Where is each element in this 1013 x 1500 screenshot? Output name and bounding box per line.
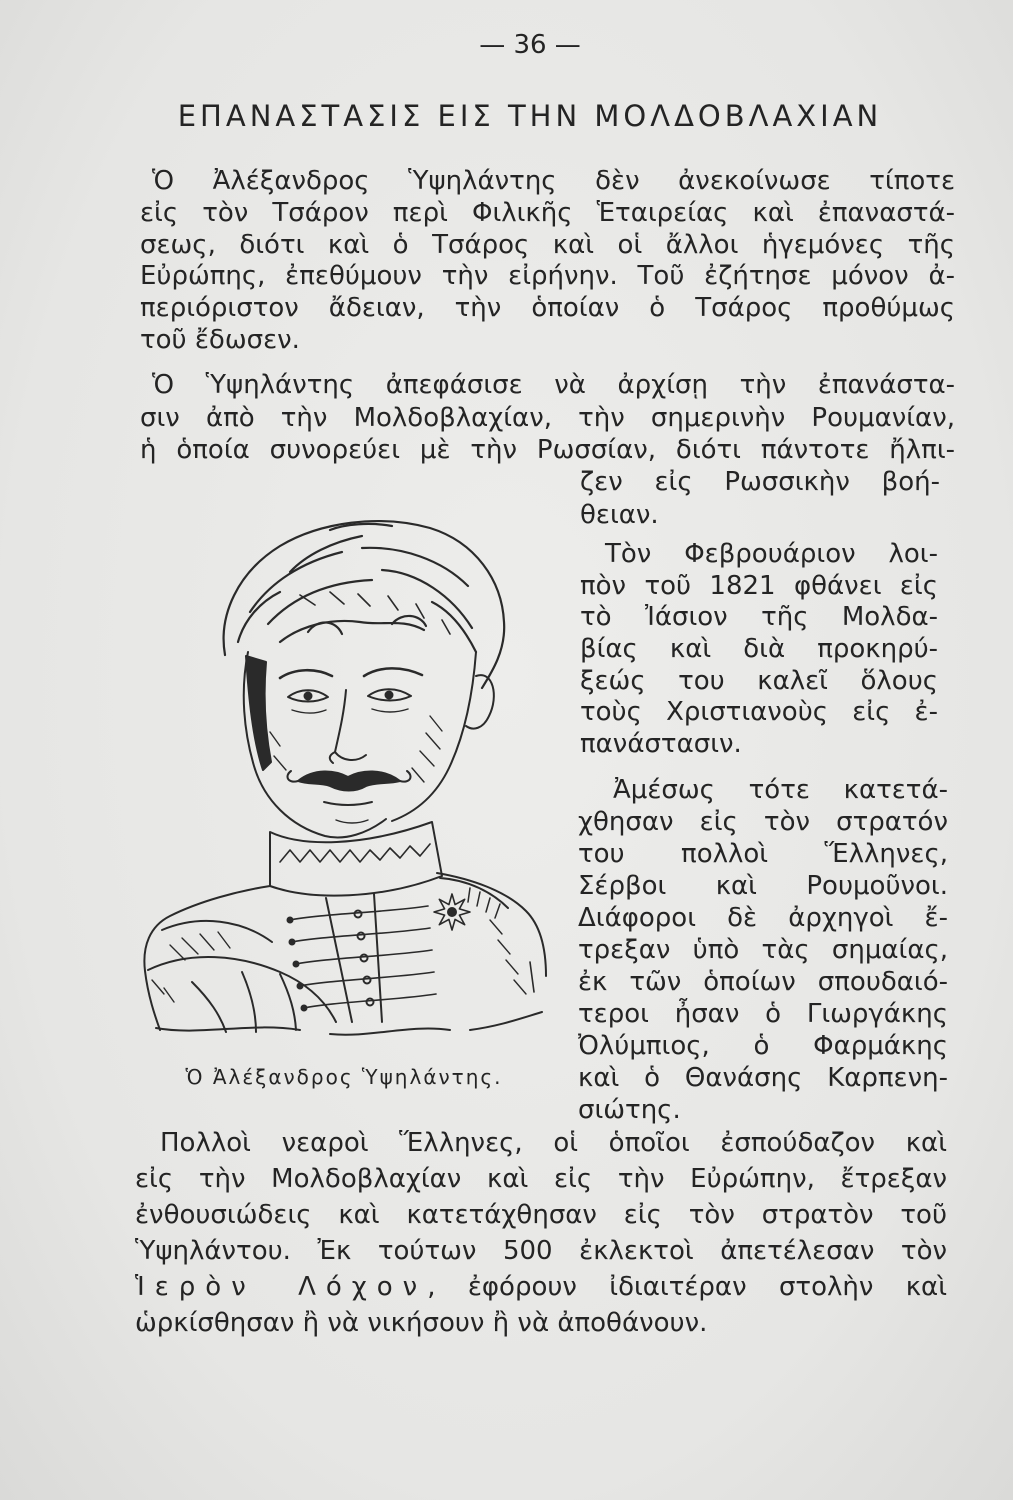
paragraph-4 (578, 774, 948, 1126)
figure-caption: Ὁ Ἀλέξανδρος Ὑψηλάντης. (185, 1065, 503, 1089)
page-number: — 36 — (479, 30, 581, 60)
text-line: ἐκ τῶν ὁποίων σπουδαιό- (578, 967, 948, 997)
coat (144, 873, 546, 1035)
chapter-title: ΕΠΑΝΑΣΤΑΣΙΣ ΕΙΣ ΤΗΝ ΜΟΛΔΟΒΛΑΧΙΑΝ (177, 99, 883, 133)
text-line: Διάφοροι δὲ ἀρχηγοὶ ἔ- (578, 903, 948, 933)
paragraph-5 (135, 1125, 947, 1341)
text-line: τὸ Ἰάσιον τῆς Μολδα- (580, 602, 938, 633)
emphasized-phrase: Ἱερὸν Λόχον (135, 1272, 428, 1302)
text-line: εἰς τὸν Τσάρον περὶ Φιλικῆς Ἑταιρείας καὶ ἐπαναστά- (140, 197, 955, 228)
paragraph-3 (580, 539, 938, 761)
text-line: ζεν εἰς Ρωσσικὴν βοή- (580, 467, 940, 497)
text-line: Τὸν Φεβρουάριον λοι- (605, 539, 938, 569)
text-line: χθησαν εἰς τὸν στρατόν (578, 807, 948, 837)
text-line: Ὁ Ἀλέξανδρος Ὑψηλάντης δὲν ἀνεκοίνωσε τίποτε (152, 166, 955, 196)
portrait-illustration (130, 500, 550, 1040)
text-line (135, 1269, 947, 1305)
paragraph-2 (140, 369, 955, 467)
text-line: Εὐρώπης, ἐπεθύμουν τὴν εἰρήνην. Τοῦ ἐζήτησε μόνον ἀ- (140, 261, 955, 292)
paragraph-1 (140, 166, 955, 357)
text-line: τρεξαν ὑπὸ τὰς σημαίας, (578, 935, 948, 965)
text-line: σιν ἀπὸ τὴν Μολδοβλαχίαν, τὴν σημερινὴν Ρουμανίαν, (140, 402, 955, 433)
text-line: ξεώς του καλεῖ ὅλους (580, 665, 938, 696)
face (244, 652, 494, 837)
text-line: εἰς τὴν Μολδοβλαχίαν καὶ εἰς τὴν Εὐρώπην, ἔτρεξαν (135, 1164, 947, 1194)
text-line: ἡ ὁποία συνορεύει μὲ τὴν Ρωσσίαν, διότι πάντοτε ἤλπι- (140, 435, 955, 465)
text-line: πανάστασιν. (580, 729, 742, 760)
text-line: Σέρβοι καὶ Ρουμοῦνοι. (578, 871, 948, 901)
text-line: Ὑψηλάντου. Ἐκ τούτων 500 ἐκλεκτοὶ ἀπετέλεσαν τὸν (135, 1236, 947, 1266)
text-line: Ἀμέσως τότε κατετά- (613, 775, 948, 805)
text-line: Πολλοὶ νεαροὶ Ἕλληνες, οἱ ὁποῖοι ἐσπούδαζον καὶ (160, 1128, 947, 1158)
text-line: ἐνθουσιώδεις καὶ κατετάχθησαν εἰς τὸν στρατὸν τοῦ (135, 1200, 947, 1230)
text-line: ὡρκίσθησαν ἢ νὰ νικήσουν ἢ νὰ ἀποθάνουν. (135, 1308, 708, 1338)
text-line: του πολλοὶ Ἕλληνες, (578, 839, 948, 869)
text-line: τοὺς Χριστιανοὺς εἰς ἐ- (580, 697, 938, 728)
text-line: σεως, διότι καὶ ὁ Τσάρος καὶ οἱ ἄλλοι ἡγεμόνες τῆς (140, 229, 955, 260)
text-line: περιόριστον ἄδειαν, τὴν ὁποίαν ὁ Τσάρος προθύμως (140, 293, 955, 324)
text-line: τοῦ ἔδωσεν. (140, 324, 300, 355)
text-line: τεροι ἦσαν ὁ Γιωργάκης (578, 999, 948, 1029)
paragraph-2-column (580, 466, 940, 531)
text-line: Ὀλύμπιος, ὁ Φαρμάκης (578, 1031, 948, 1061)
collar (270, 822, 442, 896)
text-line: θειαν. (580, 499, 659, 530)
text-fragment: , ἐφόρουν ἰδιαιτέραν στολὴν καὶ (427, 1272, 947, 1302)
text-line: βίας καὶ διὰ προκηρύ- (580, 634, 938, 665)
text-line: Ὁ Ὑψηλάντης ἀπεφάσισε νὰ ἀρχίσῃ τὴν ἐπανάστα- (152, 370, 955, 400)
text-line: καὶ ὁ Θανάσης Καρπενη- (578, 1063, 948, 1093)
text-line: πὸν τοῦ 1821 φθάνει εἰς (580, 570, 938, 601)
text-line: σιώτης. (578, 1095, 681, 1125)
